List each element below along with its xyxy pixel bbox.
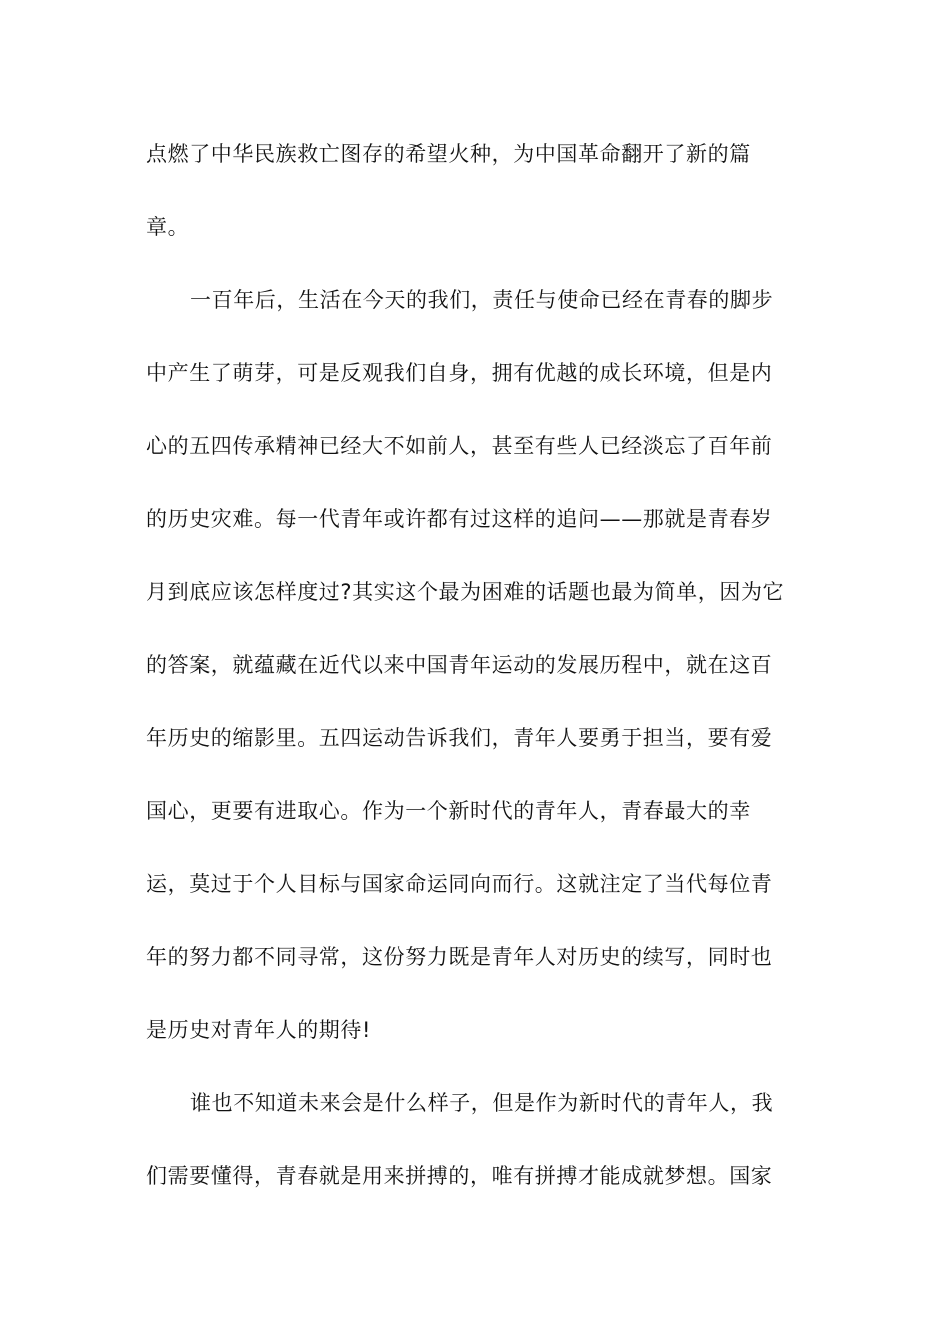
text-line: 章。 xyxy=(146,215,190,239)
text-line: 国心，更要有进取心。作为一个新时代的青年人，青春最大的幸 xyxy=(146,799,751,823)
text-line: 的答案，就蕴藏在近代以来中国青年运动的发展历程中，就在这百 xyxy=(146,653,773,677)
text-line: 运，莫过于个人目标与国家命运同向而行。这就注定了当代每位青 xyxy=(146,872,773,896)
text-line: 们需要懂得，青春就是用来拼搏的，唯有拼搏才能成就梦想。国家 xyxy=(146,1164,773,1188)
paragraph-start-line: 一百年后，生活在今天的我们，责任与使命已经在青春的脚步 xyxy=(190,288,774,312)
text-line: 中产生了萌芽，可是反观我们自身，拥有优越的成长环境，但是内 xyxy=(146,361,773,385)
text-line: 的历史灾难。每一代青年或许都有过这样的追问——那就是青春岁 xyxy=(146,507,773,531)
text-line: 月到底应该怎样度过?其实这个最为困难的话题也最为简单，因为它 xyxy=(146,580,785,604)
text-line: 是历史对青年人的期待! xyxy=(146,1018,372,1042)
text-line: 心的五四传承精神已经大不如前人，甚至有些人已经淡忘了百年前 xyxy=(146,434,773,458)
text-line: 年的努力都不同寻常，这份努力既是青年人对历史的续写，同时也 xyxy=(146,945,773,969)
text-line: 年历史的缩影里。五四运动告诉我们，青年人要勇于担当，要有爱 xyxy=(146,726,773,750)
paragraph-start-line: 谁也不知道未来会是什么样子，但是作为新时代的青年人，我 xyxy=(190,1091,774,1115)
text-line: 点燃了中华民族救亡图存的希望火种，为中国革命翻开了新的篇 xyxy=(146,142,751,166)
